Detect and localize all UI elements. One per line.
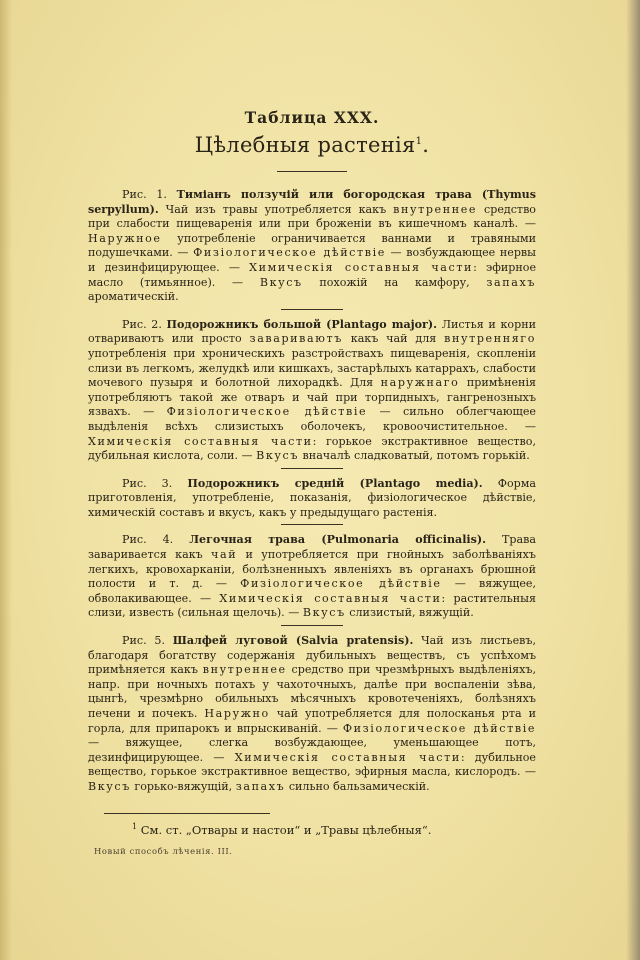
entry-text: средство при чрезмѣрныхъ выдѣленіяхъ, напр. при ночныхъ потахъ у чахоточныхъ, далѣе при воспаленіи зѣва, цынгѣ, чрезмѣрно обильныхъ мѣсячныхъ кровотеченіяхъ, болѣзняхъ печени и почекъ. xyxy=(88,663,536,720)
figure-number: Рис. 1. xyxy=(122,188,167,201)
spaced-term: Химическія составныя части xyxy=(249,260,474,274)
spaced-term: Химическія составныя части xyxy=(234,750,461,764)
entry-divider xyxy=(281,468,343,469)
entry-text: Чай изъ листьевъ, благодаря богатству содержанія дубильныхъ веществъ, съ успѣхомъ примѣняется какъ xyxy=(88,634,536,677)
spaced-term: запахъ xyxy=(235,779,286,793)
figure-number: Рис. 3. xyxy=(122,476,173,490)
spaced-term: завариваютъ xyxy=(249,332,343,346)
plant-name: Легочная трава (Pulmonaria officinalis). xyxy=(189,533,486,547)
spaced-term: Вкусъ xyxy=(256,449,300,463)
spaced-term: Физіологическое дѣйствіе xyxy=(193,246,386,260)
entry-text: — сильно облегчающее выдѣленія всѣхъ слизистыхъ оболочекъ, кровоочистительное. — xyxy=(88,405,536,433)
entry-divider xyxy=(281,524,343,525)
plant-entry xyxy=(88,188,536,305)
entry-text: Форма приготовленія, употребленіе, показанія, физіологическое дѣйствіе, химическій составъ и вкусъ, какъ у предыдущаго растенія. xyxy=(88,476,536,519)
entry-text: слизистый, вяжущій. xyxy=(345,606,474,620)
entry-text: Трава заваривается какъ xyxy=(88,533,536,562)
entry-text: и употребляется при гнойныхъ заболѣваніяхъ легкихъ, кровохарканіи, болѣзненныхъ явленіяхъ въ органахъ брюшной полости и т. д. — xyxy=(88,548,536,591)
footnote xyxy=(132,822,536,837)
plant-entry xyxy=(88,533,536,621)
plant-entries xyxy=(88,188,536,795)
entry-text: какъ чай для xyxy=(342,332,445,346)
spaced-term: Химическія составныя части xyxy=(219,591,442,605)
plant-name: Подорожникъ средній (Plantago media). xyxy=(187,476,483,490)
entry-text: Чай изъ травы употребляется какъ xyxy=(158,202,394,216)
entry-text: : растительныя слизи, известь (сильная щелочь). — xyxy=(88,591,536,620)
signature-line: Новый способъ лѣченія. III. xyxy=(94,846,233,857)
spaced-term: Вкусъ xyxy=(88,779,131,793)
spaced-term: внутреннее xyxy=(393,202,478,216)
figure-number: Рис. 2. xyxy=(122,317,162,331)
spaced-term: запахъ xyxy=(486,275,536,289)
title-divider xyxy=(277,171,347,172)
table-title: Таблица XXX. xyxy=(244,108,380,127)
spaced-term: Физіологическое дѣйствіе xyxy=(240,577,442,591)
spaced-term: Наружное xyxy=(88,231,162,245)
page-title: Цѣлебныя растенія$^1$. xyxy=(194,133,430,157)
spaced-term: Вкусъ xyxy=(302,606,346,620)
entry-text: употребленія при хроническихъ разстройствахъ пищеваренія, скопленіи слизи въ легкомъ, желудкѣ или кишкахъ, застарѣлыхъ катаррахъ, слабости мочевого пузыря и болотной лихорадкѣ. Для xyxy=(88,346,536,390)
entry-text: : дубильное вещество, горькое экстрактивное вещество, эфирныя масла, кислородъ. — xyxy=(88,750,536,779)
entry-divider xyxy=(281,625,343,626)
figure-number: Рис. 4. xyxy=(122,533,174,547)
figure-number: Рис. 5. xyxy=(122,634,165,648)
entry-text: : горькое экстрактивное вещество, дубильная кислота, соли. — xyxy=(88,434,536,463)
plant-name: Тиміанъ ползучій или богородская трава (Thymus serpyllum). xyxy=(88,188,536,216)
entry-text: чай употребляется для полосканья рта и горла, для припарокъ и впрыскиваній. — xyxy=(88,707,536,735)
footnote-divider xyxy=(104,813,270,814)
entry-text: ароматическій. xyxy=(88,290,179,304)
page-title-text: Цѣлебныя растенія xyxy=(194,133,416,157)
entry-divider xyxy=(281,309,343,310)
plant-name: Шалфей луговой (Salvia pratensis). xyxy=(172,634,414,648)
entry-text: горько-вяжущій, xyxy=(130,779,236,793)
entry-text: примѣненія употребляютъ такой же отваръ и чай при торпидныхъ, гангренозныхъ язвахъ. — xyxy=(88,376,536,419)
entry-text: — возбуждающее нервы и дезинфицирующее. — xyxy=(88,246,537,274)
entry-text: вначалѣ сладковатый, потомъ горькій. xyxy=(299,449,530,463)
entry-text: Листья и корни отвариваютъ или просто xyxy=(88,317,536,346)
plant-entry xyxy=(88,634,536,795)
entry-text: — вяжущее, обволакивающее. — xyxy=(88,577,536,605)
plant-entry xyxy=(88,318,536,464)
spaced-term: наружнаго xyxy=(380,376,460,390)
page-content xyxy=(88,108,536,856)
entry-text: сильно бальзамическій. xyxy=(285,779,430,793)
page-left-edge-shadow xyxy=(0,0,12,960)
spaced-term: Химическія составныя части xyxy=(88,434,313,448)
plant-entry xyxy=(88,477,536,521)
entry-text: похожій на камфору, xyxy=(302,275,487,289)
plant-name: Подорожникъ большой (Plantago major). xyxy=(166,317,438,331)
spaced-term: Вкусъ xyxy=(259,275,303,289)
spaced-term: внутренняго xyxy=(444,332,536,346)
entry-text: — вяжущее, слегка возбуждающее, уменьшающее потъ, дезинфицирующее. — xyxy=(88,736,536,764)
footnote-reference: 1 xyxy=(415,136,423,147)
spaced-term: внутреннее xyxy=(202,663,287,677)
entry-text: средство при слабости пищеваренія или при броженіи въ кишечномъ каналѣ. — xyxy=(88,202,536,231)
spaced-term: Наружно xyxy=(204,707,270,720)
entry-text: : эфирное масло (тимьянное). — xyxy=(88,260,537,289)
page-right-edge-shadow xyxy=(626,0,640,960)
footnote-mark: 1 xyxy=(132,821,138,831)
entry-text: употребленіе ограничивается ваннами и травяными подушечками. — xyxy=(88,231,536,260)
spaced-term: Физіологическое дѣйствіе xyxy=(166,405,368,419)
footnote-text: См. ст. „Отвары и настои“ и „Травы цѣлебныя“. xyxy=(140,822,432,837)
spaced-term: Физіологическое дѣйствіе xyxy=(342,721,537,735)
spaced-term: чай xyxy=(211,548,238,562)
